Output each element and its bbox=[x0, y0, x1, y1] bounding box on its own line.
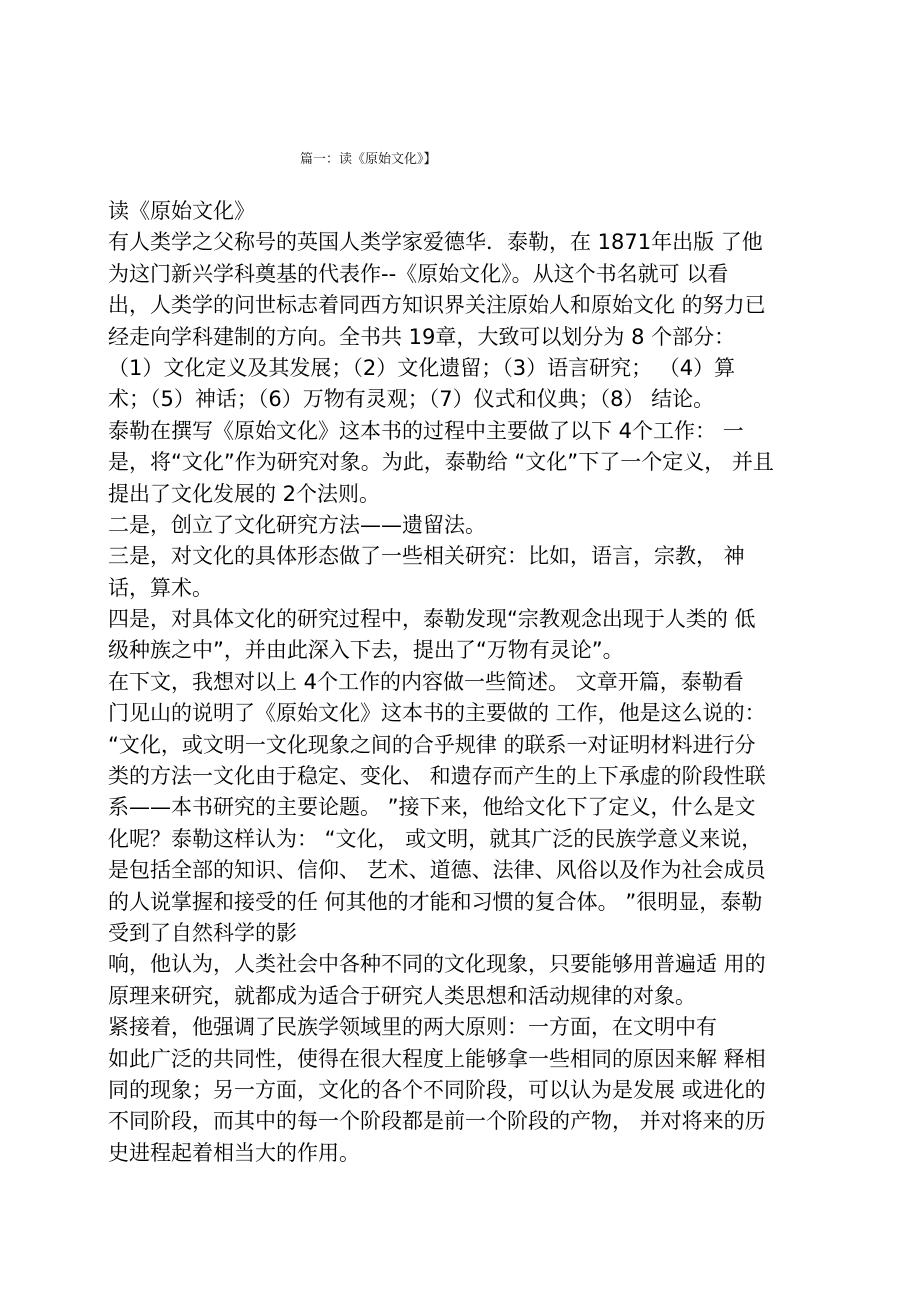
document-header: 篇一：读《原始文化》】 bbox=[300, 152, 437, 167]
paragraph-line: 术；（5）神话；（6）万物有灵观；（7）仪式和仪典；（8） 结论。 bbox=[108, 387, 715, 412]
paragraph-line: （1）文化定义及其发展；（2）文化遗留；（3）语言研究； （4）算 bbox=[108, 355, 736, 380]
paragraph-line: 史进程起着相当大的作用。 bbox=[108, 1140, 360, 1165]
paragraph-line: 化呢？泰勒这样认为： “文化， 或文明，就其广泛的民族学意义来说， bbox=[108, 826, 763, 851]
paragraph-line: 不同阶段，而其中的每一个阶段都是前一个阶段的产物， 并对将来的历 bbox=[108, 1109, 766, 1134]
paragraph-line: 同的现象；另一方面，文化的各个不同阶段，可以认为是发展 或进化的 bbox=[108, 1077, 766, 1102]
document-body bbox=[108, 196, 838, 1169]
paragraph-line: 泰勒在撰写《原始文化》这本书的过程中主要做了以下 4个工作： 一 bbox=[108, 418, 744, 443]
paragraph-line: 响，他认为，人类社会中各种不同的文化现象，只要能够用普遍适 用的 bbox=[108, 952, 766, 977]
paragraph-line: 经走向学科建制的方向。全书共 19章，大致可以划分为 8 个部分： bbox=[108, 324, 736, 349]
paragraph-line: 紧接着，他强调了民族学领域里的两大原则：一方面，在文明中有 bbox=[108, 1015, 717, 1040]
paragraph-line: 有人类学之父称号的英国人类学家爱德华．泰勒，在 1871年出版 了他 bbox=[108, 230, 763, 255]
paragraph-line: 类的方法一文化由于稳定、变化、 和遗存而产生的上下承虚的阶段性联 bbox=[108, 764, 766, 789]
paragraph-line: 出，人类学的问世标志着同西方知识界关注原始人和原始文化 的努力已 bbox=[108, 293, 766, 318]
paragraph-line: 四是，对具体文化的研究过程中，泰勒发现“宗教观念出现于人类的 低 bbox=[108, 607, 756, 632]
paragraph-line: 三是，对文化的具体形态做了一些相关研究：比如，语言，宗教， 神 bbox=[108, 544, 745, 569]
paragraph-line: 二是，创立了文化研究方法——遗留法。 bbox=[108, 512, 486, 537]
paragraph-line: 的人说掌握和接受的任 何其他的才能和习惯的复合体。 ”很明显，泰勒 bbox=[108, 889, 763, 914]
paragraph-line: 原理来研究，就都成为适合于研究人类思想和活动规律的对象。 bbox=[108, 983, 696, 1008]
paragraph-line: 门见山的说明了《原始文化》这本书的主要做的 工作，他是这么说的： bbox=[108, 701, 766, 726]
paragraph-line: 如此广泛的共同性，使得在很大程度上能够拿一些相同的原因来解 释相 bbox=[108, 1046, 766, 1071]
paragraph-line: “文化，或文明一文化现象之间的合乎规律 的联系一对证明材料进行分 bbox=[108, 732, 756, 757]
paragraph-line: 提出了文化发展的 2个法则。 bbox=[108, 481, 381, 506]
paragraph-line: 级种族之中”，并由此深入下去，提出了“万物有灵论”。 bbox=[108, 638, 624, 663]
paragraph-line: 是包括全部的知识、信仰、 艺术、道德、法律、风俗以及作为社会成员 bbox=[108, 858, 766, 883]
paragraph-line: 系——本书研究的主要论题。 ”接下来，他给文化下了定义，什么是文 bbox=[108, 795, 756, 820]
paragraph-line: 话，算术。 bbox=[108, 575, 213, 600]
document-title: 读《原始文化》 bbox=[108, 199, 255, 223]
paragraph-line: 在下文，我想对以上 4个工作的内容做一些简述。 文章开篇，泰勒看 bbox=[108, 669, 744, 694]
paragraph-line: 为这门新兴学科奠基的代表作--《原始文化》。从这个书名就可 以看 bbox=[108, 261, 729, 286]
paragraph-line: 受到了自然科学的影 bbox=[108, 920, 297, 945]
paragraph-line: 是，将“文化”作为研究对象。为此，泰勒给 “文化”下了一个定义， 并且 bbox=[108, 450, 774, 475]
